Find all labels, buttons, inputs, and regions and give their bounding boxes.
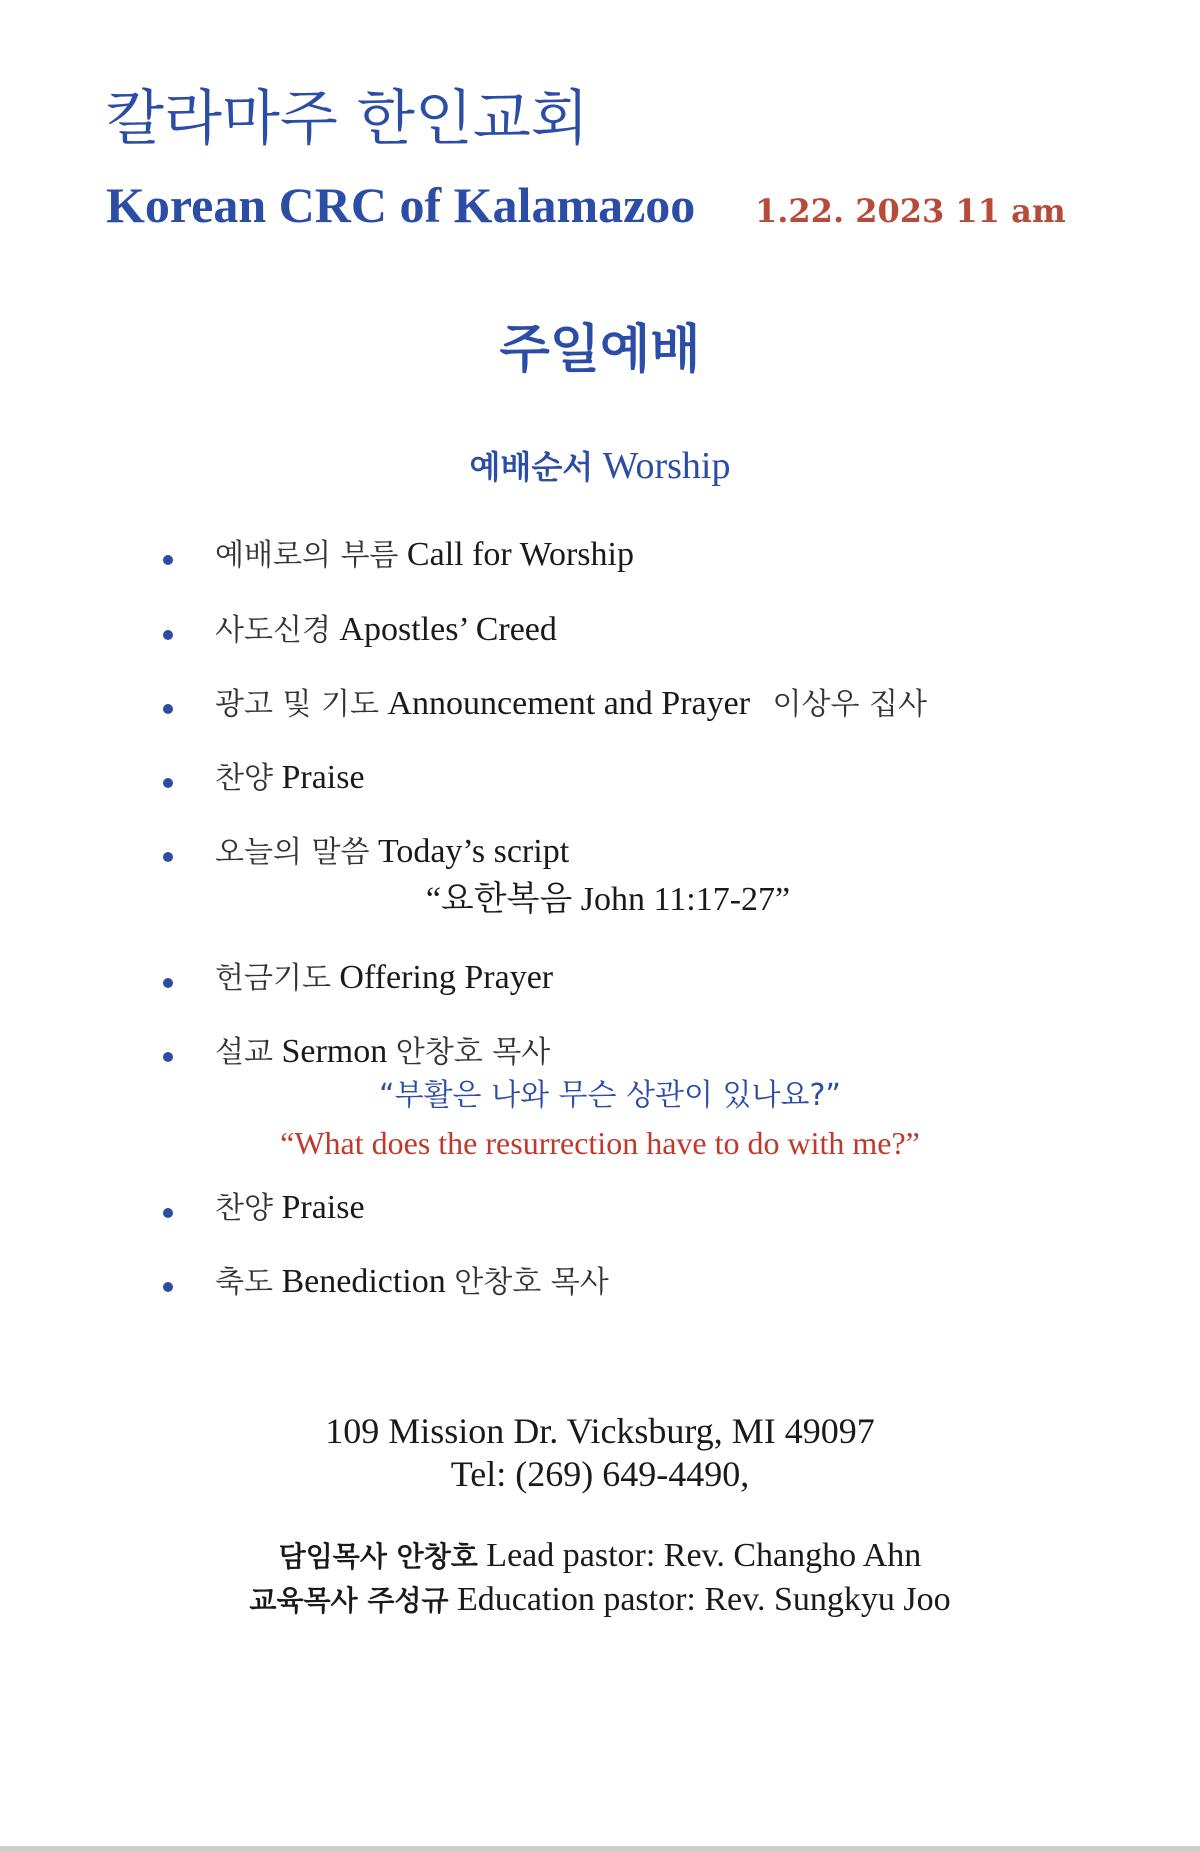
item-english: Sermon: [281, 1033, 388, 1070]
order-of-worship-heading: [0, 442, 1200, 488]
lead-pastor-english: Lead pastor: Rev. Changho Ahn: [486, 1537, 922, 1574]
item-leader: 안창호 목사: [395, 1035, 551, 1070]
list-item-praise-2: [215, 1188, 365, 1229]
education-pastor-english: Education pastor: Rev. Sungkyu Joo: [457, 1581, 951, 1619]
item-english: Praise: [281, 1189, 365, 1226]
item-korean: 사도신경: [215, 613, 331, 648]
list-item-apostles-creed: [215, 610, 557, 651]
church-contact: [0, 1410, 1200, 1496]
list-item-todays-script: [215, 832, 569, 873]
lead-pastor: [0, 1534, 1200, 1578]
item-leader: 이상우 집사: [772, 687, 927, 722]
item-korean: 예배로의 부름: [215, 538, 399, 573]
item-korean: 설교: [215, 1035, 273, 1070]
item-english: Offering Prayer: [339, 959, 554, 996]
education-pastor-korean: 교육목사 주성규: [249, 1584, 449, 1618]
item-english: Today’s script: [377, 833, 570, 870]
item-korean: 축도: [215, 1265, 273, 1300]
item-leader: 안창호 목사: [454, 1265, 609, 1300]
church-phone: Tel: (269) 649-4490,: [450, 1454, 750, 1495]
list-item-benediction: [215, 1262, 609, 1303]
item-korean: 찬양: [215, 761, 273, 796]
service-datetime: 1.22. 2023 11 am: [755, 192, 1066, 230]
order-heading-korean: 예배순서: [469, 448, 594, 486]
sermon-title-english: “What does the resurrection have to do with me?”: [280, 1125, 920, 1161]
scripture-reference: “요한복음 John 11:17-27”: [425, 881, 791, 918]
pastors-list: [0, 1534, 1200, 1622]
item-korean: 오늘의 말씀: [215, 835, 370, 870]
list-item-call-for-worship: [215, 535, 634, 576]
church-name-english: Korean CRC of Kalamazoo: [106, 177, 696, 233]
item-korean: 광고 및 기도: [215, 687, 379, 722]
item-english: Benediction: [281, 1263, 446, 1300]
church-name-korean: 칼라마주 한인교회: [106, 84, 589, 154]
church-address: 109 Mission Dr. Vicksburg, MI 49097: [325, 1411, 875, 1451]
item-korean: 헌금기도: [215, 961, 331, 996]
item-english: Praise: [281, 759, 365, 796]
page-bottom-divider: [0, 1846, 1200, 1852]
list-item-announcement-prayer: [215, 684, 927, 725]
lead-pastor-korean: 담임목사 안창호: [278, 1540, 478, 1573]
list-item-offering-prayer: [215, 958, 553, 999]
order-heading-english: Worship: [602, 445, 731, 487]
sermon-title-korean: “부활은 나와 무슨 상관이 있나요?”: [379, 1078, 841, 1113]
list-item-praise: [215, 758, 365, 799]
item-english: Announcement and Prayer: [387, 685, 751, 722]
education-pastor: [0, 1578, 1200, 1622]
service-title: 주일예배: [499, 320, 701, 380]
item-english: Call for Worship: [406, 536, 634, 573]
list-item-sermon: [215, 1032, 550, 1073]
item-korean: 찬양: [215, 1191, 273, 1226]
item-english: Apostles’ Creed: [339, 611, 557, 648]
